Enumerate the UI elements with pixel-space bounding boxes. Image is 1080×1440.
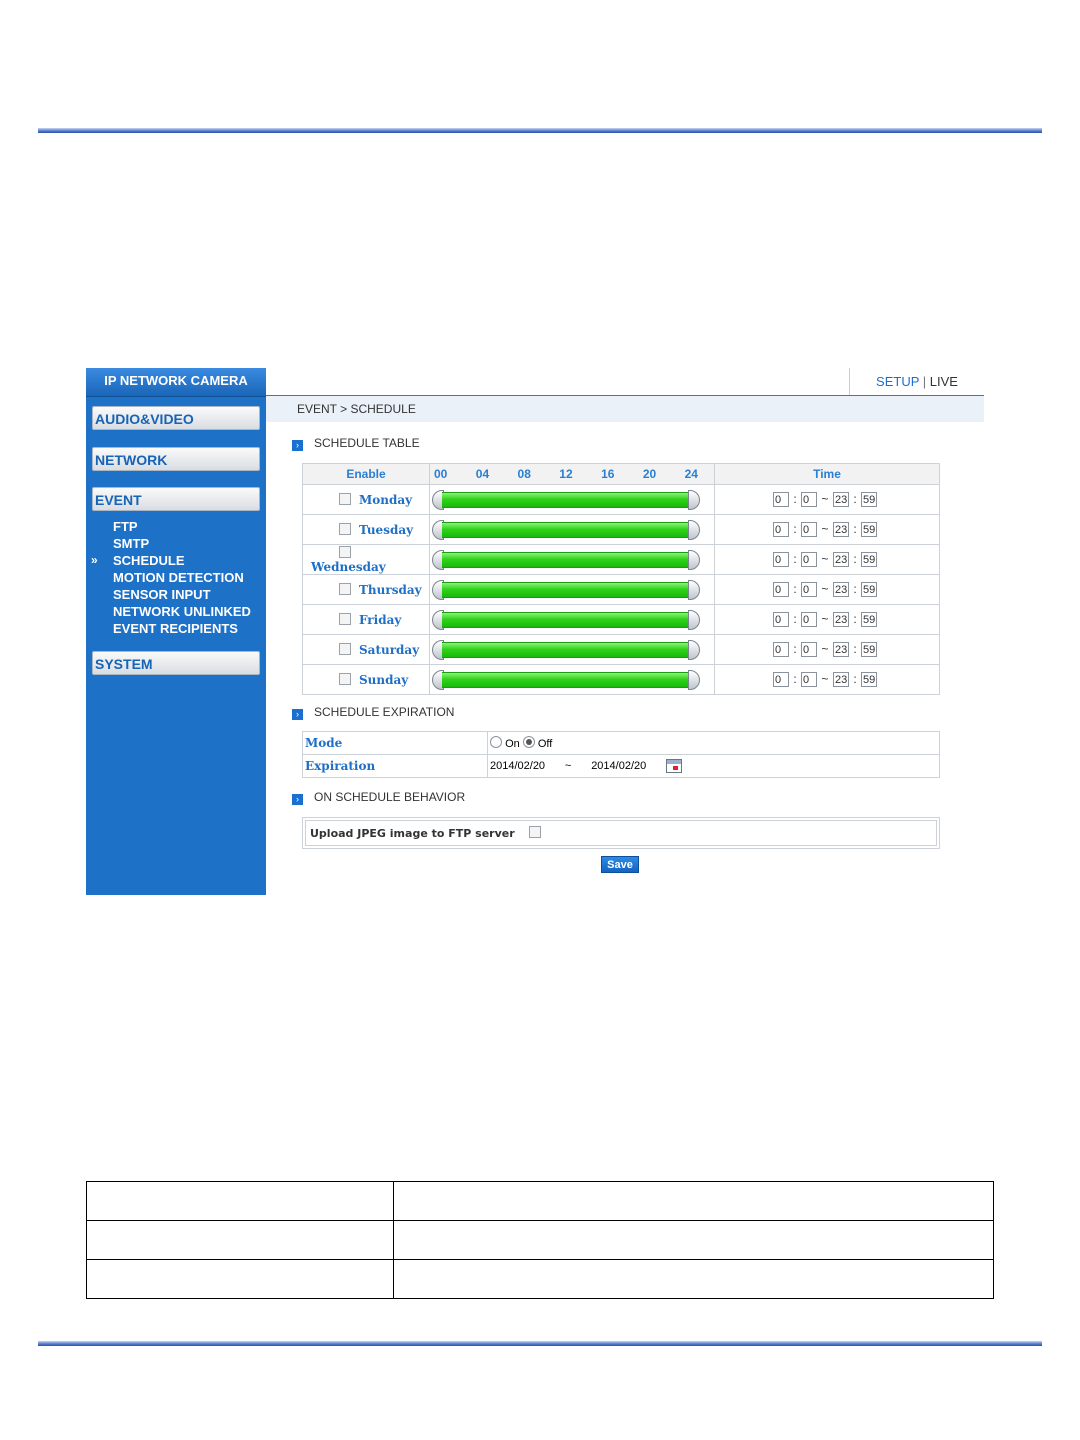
doc-table-row [87,1260,994,1299]
top-bar [266,368,984,396]
end-minute-input[interactable]: 59 [863,644,876,657]
nav-system[interactable]: SYSTEM [92,651,260,675]
behavior-heading [292,790,465,805]
time-range-slider[interactable] [432,580,700,600]
event-subnav [91,518,251,637]
mode-on-radio[interactable] [490,736,502,748]
day-enable-checkbox[interactable] [339,643,351,655]
day-cell [303,605,430,635]
camera-setup-screenshot [86,368,984,895]
end-minute-input[interactable]: 59 [863,494,876,507]
hour-tick: 08 [517,467,531,481]
time-inputs-cell [715,485,940,515]
sidebar [86,368,266,895]
time-range-slider[interactable] [432,490,700,510]
slider-range-fill [442,552,690,568]
day-enable-checkbox[interactable] [339,613,351,625]
day-cell [303,485,430,515]
start-hour-input[interactable]: 0 [773,672,789,687]
day-enable-checkbox[interactable] [339,493,351,505]
tilde: ~ [821,641,829,656]
schedule-expiration-heading [292,705,454,720]
tilde: ~ [821,581,829,596]
day-label: Thursday [359,582,422,597]
end-hour-input[interactable]: 23 [835,524,848,537]
tilde: ~ [821,521,829,536]
start-minute-input[interactable]: 0 [801,672,817,687]
time-range-cell [430,665,715,695]
subnav-network-unlinked[interactable]: NETWORK UNLINKED [113,604,251,619]
colon: : [853,551,857,566]
start-hour-input[interactable]: 0 [773,552,789,567]
section-arrow-icon: › [292,709,303,720]
slider-range-fill [442,492,690,508]
mode-row [303,732,940,755]
start-hour-input[interactable]: 0 [773,522,789,537]
subnav-event-recipients[interactable]: EVENT RECIPIENTS [113,621,238,636]
time-range-slider[interactable] [432,610,700,630]
end-minute-input[interactable]: 59 [863,584,876,597]
colon: : [853,671,857,686]
schedule-table [302,463,940,695]
live-link[interactable]: LIVE [929,374,958,389]
time-inputs-cell [715,665,940,695]
day-enable-checkbox[interactable] [339,673,351,685]
expiration-dates [488,755,940,778]
time-range-slider[interactable] [432,670,700,690]
behavior-title: ON SCHEDULE BEHAVIOR [314,790,466,804]
colon: : [793,491,797,506]
schedule-row [303,605,940,635]
slider-end-handle[interactable] [688,580,700,600]
day-label: Tuesday [359,522,414,537]
subnav-motion-detection[interactable]: MOTION DETECTION [113,570,244,585]
subnav-schedule-row[interactable] [91,552,251,569]
end-hour-input[interactable]: 23 [835,674,848,687]
end-hour-input[interactable]: 23 [835,554,848,567]
schedule-row [303,515,940,545]
mode-off-label: Off [537,738,553,750]
expiration-row [303,755,940,778]
slider-end-handle[interactable] [688,670,700,690]
time-range-cell [430,515,715,545]
slider-range-fill [442,522,690,538]
mode-off-radio[interactable] [523,736,535,748]
slider-end-handle[interactable] [688,610,700,630]
link-separator: | [922,374,927,389]
day-cell [303,665,430,695]
doc-cell [394,1260,994,1299]
time-inputs-cell [715,545,940,575]
schedule-row [303,665,940,695]
save-button[interactable]: Save [601,856,639,873]
slider-range-fill [442,582,690,598]
subnav-schedule[interactable]: SCHEDULE [113,553,185,568]
slider-end-handle[interactable] [688,490,700,510]
time-range-cell [430,635,715,665]
nav-network[interactable]: NETWORK [92,447,260,471]
calendar-icon[interactable] [666,759,682,773]
schedule-table-heading [292,436,420,451]
time-range-slider[interactable] [432,520,700,540]
header-rule [38,128,1042,133]
time-range-slider[interactable] [432,550,700,570]
time-header: Time [715,464,940,485]
start-minute-input[interactable]: 0 [801,552,817,567]
doc-table-row [87,1182,994,1221]
end-minute-input[interactable]: 59 [863,674,876,687]
day-enable-checkbox[interactable] [339,583,351,595]
behavior-box [302,817,940,849]
top-links [849,368,984,395]
footer-rule [38,1341,1042,1346]
subnav-smtp[interactable]: SMTP [113,536,150,551]
colon: : [793,671,797,686]
end-minute-input[interactable]: 59 [863,524,876,537]
colon: : [793,611,797,626]
day-cell [303,515,430,545]
mode-on-label: On [505,738,520,750]
colon: : [853,521,857,536]
date-to[interactable]: 2014/02/20 [591,759,647,772]
document-table [86,1181,994,1299]
schedule-row [303,575,940,605]
doc-cell [87,1221,394,1260]
doc-cell [87,1260,394,1299]
end-hour-input[interactable]: 23 [835,494,848,507]
colon: : [853,491,857,506]
schedule-row [303,545,940,575]
tilde: ~ [821,491,829,506]
time-inputs-cell [715,515,940,545]
day-enable-checkbox[interactable] [339,546,351,558]
nav-event[interactable]: EVENT [92,487,260,511]
day-label: Friday [359,612,402,627]
section-arrow-icon: › [292,794,303,805]
start-hour-input[interactable]: 0 [773,612,789,627]
enable-header: Enable [303,464,430,485]
day-cell [303,575,430,605]
end-minute-input[interactable]: 59 [863,614,876,627]
hour-tick: 24 [684,467,698,481]
schedule-table-title: SCHEDULE TABLE [314,436,420,450]
behavior-inner [305,820,937,846]
expiration-table [302,731,940,778]
hour-tick: 00 [434,467,448,481]
colon: : [793,551,797,566]
colon: : [793,581,797,596]
start-hour-input[interactable]: 0 [773,582,789,597]
schedule-header-row [303,464,940,485]
colon: : [793,641,797,656]
hours-header [430,464,715,485]
day-label: Wednesday [311,559,386,574]
day-label: Sunday [359,672,409,687]
slider-end-handle[interactable] [688,640,700,660]
day-label: Saturday [359,642,420,657]
nav-audio-video[interactable]: AUDIO&VIDEO [92,406,260,430]
start-minute-input[interactable]: 0 [801,492,817,507]
schedule-row [303,635,940,665]
date-from[interactable]: 2014/02/20 [490,759,546,772]
slider-end-handle[interactable] [688,520,700,540]
day-label: Monday [359,492,413,507]
time-range-cell [430,605,715,635]
start-minute-input[interactable]: 0 [801,582,817,597]
brand-title: IP NETWORK CAMERA [86,368,266,397]
colon: : [793,521,797,536]
time-range-cell [430,485,715,515]
subnav-sensor-input[interactable]: SENSOR INPUT [113,587,211,602]
day-cell [303,635,430,665]
start-minute-input[interactable]: 0 [801,522,817,537]
slider-range-fill [442,672,690,688]
setup-link[interactable]: SETUP [876,374,920,389]
time-inputs-cell [715,635,940,665]
slider-range-fill [442,612,690,628]
subnav-ftp[interactable]: FTP [113,519,138,534]
end-minute-input[interactable]: 59 [863,554,876,567]
main-panel [266,368,984,895]
time-inputs-cell [715,575,940,605]
schedule-expiration-title: SCHEDULE EXPIRATION [314,705,455,719]
breadcrumb: EVENT > SCHEDULE [266,396,984,422]
doc-cell [394,1182,994,1221]
time-range-slider[interactable] [432,640,700,660]
colon: : [853,611,857,626]
start-minute-input[interactable]: 0 [801,612,817,627]
tilde: ~ [821,551,829,566]
start-hour-input[interactable]: 0 [773,642,789,657]
end-hour-input[interactable]: 23 [835,644,848,657]
doc-cell [394,1221,994,1260]
start-minute-input[interactable]: 0 [801,642,817,657]
tilde: ~ [821,611,829,626]
end-hour-input[interactable]: 23 [835,614,848,627]
hour-tick: 04 [475,467,490,481]
mode-options [488,732,940,755]
active-chevron-icon: » [91,553,98,567]
doc-table-row [87,1221,994,1260]
end-hour-input[interactable]: 23 [835,584,848,597]
day-cell [303,545,430,575]
start-hour-input[interactable]: 0 [773,492,789,507]
hour-tick: 20 [642,467,657,481]
day-enable-checkbox[interactable] [339,523,351,535]
doc-cell [87,1182,394,1221]
colon: : [853,581,857,596]
hour-tick: 12 [559,467,573,481]
mode-label: Mode [303,732,488,755]
slider-end-handle[interactable] [688,550,700,570]
section-arrow-icon: › [292,440,303,451]
slider-range-fill [442,642,690,658]
date-separator: ~ [564,759,572,772]
hour-tick: 16 [601,467,615,481]
expiration-label: Expiration [303,755,488,778]
upload-jpeg-label: Upload JPEG image to FTP server [310,827,515,840]
upload-jpeg-checkbox[interactable] [529,826,541,838]
colon: : [853,641,857,656]
schedule-row [303,485,940,515]
time-inputs-cell [715,605,940,635]
time-range-cell [430,575,715,605]
tilde: ~ [821,671,829,686]
time-range-cell [430,545,715,575]
